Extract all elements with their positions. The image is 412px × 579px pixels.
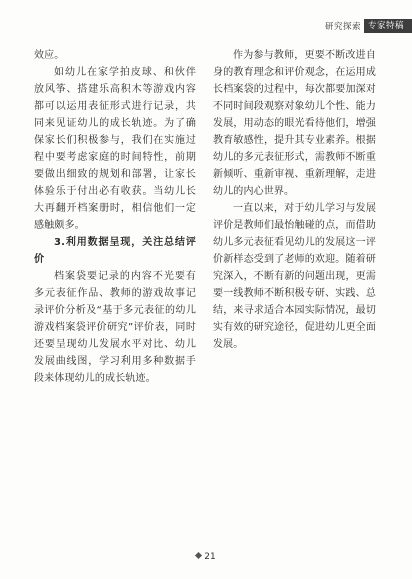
left-paragraph-3: 档案袋要记录的内容不光要有多元表征作品、教师的游戏故事记录评价分析及“基于多元表征的幼儿游戏档案袋评价研究”评价表，同时还要呈现幼儿发展水平对比、幼儿发展曲线图，学习利用多种数据手段来体现幼儿的成长轨迹。 [34,271,196,384]
page-number-text: 21 [204,552,216,562]
section-heading: 3.利用数据呈现，关注总结评价 [34,237,196,265]
left-paragraph-1: 效应。 [34,50,65,61]
right-paragraph-2: 一直以来，对于幼儿学习与发展评价是教师们最怡触碰的点，而借助幼儿多元表征看见幼儿的发展这一评价新样态受到了老师的欢迎。随着研究深入，不断有新的问题出现，更需要一线教师不断积极专研、实践、总结，来寻求适合本园实际情况，最切实有效的研究途径，促进幼儿更全面发展。 [213,203,376,350]
header-section-title: 研究探索 [324,22,361,32]
left-column [34,47,196,387]
right-paragraph-1: 作为参与教师，更要不断改进自身的教育理念和评价观念，在运用成长档案袋的过程中，每次都要加深对不同时间段观察对象幼儿个性、能力发展，用动态的眼光看待他们，增强教育敏感性，提升其专业素养。根据幼儿的多元表征形式，需教师不断重新倾听、重新审视、重新理解，走进幼儿的内心世界。 [213,50,376,197]
header-column-badge: 专家特稿 [364,19,412,33]
left-paragraph-2: 如幼儿在家学拍皮球、和伙伴放风筝、搭建乐高积木等游戏内容都可以运用表征形式进行记录，共同来见证幼儿的成长轨迹。为了确保家长们积极参与，我们在实施过程中要考虑家庭的时间特性，前期要做出细致的规划和部署，让家长体验乐于付出必有收获。当幼儿长大再翻开档案册时，相信他们一定感触颇多。 [34,67,196,231]
right-column [213,47,376,353]
page-header [325,19,412,33]
diamond-icon [195,552,202,559]
page-number [0,552,412,562]
